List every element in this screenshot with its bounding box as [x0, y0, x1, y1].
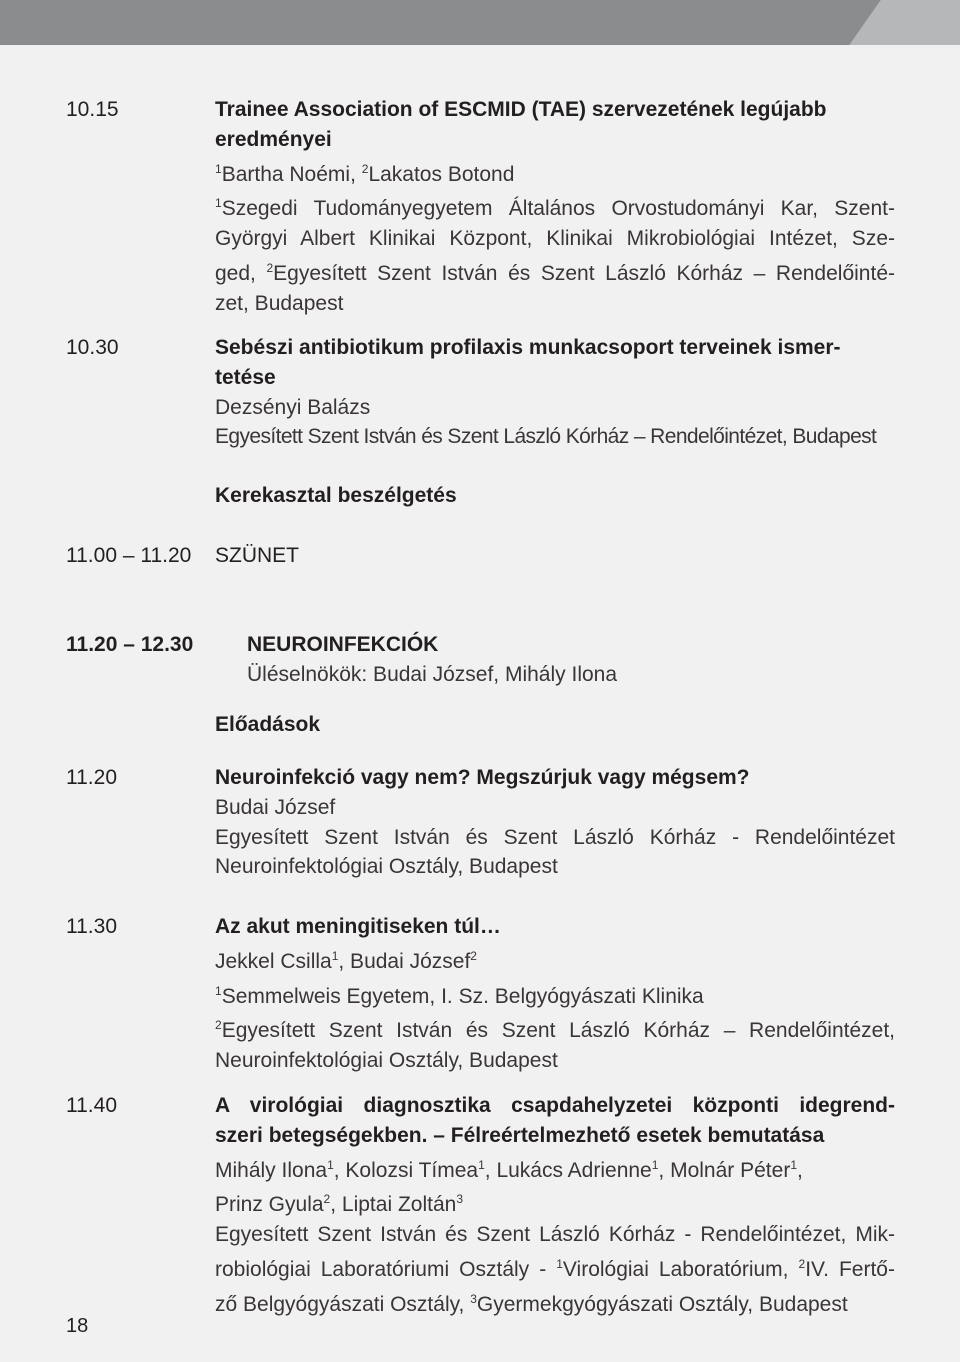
affiliation-text: IV. Fertő- [805, 1257, 895, 1281]
superscript: 2 [266, 260, 274, 275]
time-1140: 11.40 [66, 1094, 117, 1117]
entry-1015 [215, 95, 895, 319]
superscript: 2 [323, 1192, 331, 1207]
superscript: 1 [478, 1157, 485, 1172]
superscript: 1 [790, 1157, 797, 1172]
time-1015: 10.15 [66, 98, 119, 121]
time-1130: 11.30 [66, 915, 117, 938]
session-time: 11.20 – 12.30 [66, 633, 194, 656]
entry-author: Budai József [215, 795, 336, 819]
superscript: 2 [361, 161, 369, 176]
time-1030: 10.30 [66, 336, 119, 359]
break-label: SZÜNET [215, 544, 299, 567]
session-header [247, 630, 897, 690]
affiliation-text: ged, [215, 261, 267, 285]
superscript: 1 [556, 1256, 563, 1271]
top-header-band [0, 0, 960, 45]
entry-1120 [215, 763, 895, 882]
break-time: 11.00 – 11.20 [66, 544, 192, 567]
author-name: Prinz Gyula [215, 1193, 324, 1217]
entry-affiliation: zet, Budapest [215, 291, 344, 315]
entry-affiliation [215, 189, 895, 224]
superscript: 1 [215, 983, 222, 998]
author-name: Jekkel Csilla [215, 949, 332, 973]
roundtable-label: Kerekasztal beszélgetés [215, 484, 457, 507]
author-name: , Kolozsi Tímea [333, 1158, 479, 1182]
superscript: 3 [456, 1192, 463, 1207]
affiliation-text: Semmelweis Egyetem, I. Sz. Belgyógyászati Klinika [221, 984, 704, 1008]
entry-title-cont: szeri betegségekben. – Félreértelmezhető esetek bemutatása [215, 1123, 825, 1147]
entry-affiliation: Egyesített Szent István és Szent László Kórház – Rendelőintézet, Budapest [215, 425, 877, 449]
lectures-label: Előadások [215, 713, 321, 736]
affiliation-text: Szegedi Tudományegyetem Általános Orvostudományi Kar, Szent- [221, 197, 895, 221]
author-name: , Liptai Zoltán [330, 1193, 457, 1217]
entry-1140 [215, 1091, 895, 1320]
entry-authors [215, 1151, 895, 1186]
entry-affiliation [215, 254, 895, 289]
entry-title: A virológiai diagnosztika csapdahelyzetei központi idegrend- [215, 1094, 895, 1117]
entry-title: Trainee Association of ESCMID (TAE) szervezetének legújabb [215, 98, 827, 121]
author-name: , Lukács Adrienne [484, 1158, 652, 1182]
author-name: Mihály Ilona [215, 1158, 328, 1182]
entry-affiliation [215, 1250, 895, 1285]
entry-title: Sebészi antibiotikum profilaxis munkacsoport terveinek ismer- [215, 336, 841, 359]
entry-affiliation: Györgyi Albert Klinikai Központ, Klinikai Mikrobiológiai Intézet, Sze- [215, 227, 895, 251]
superscript: 1 [215, 161, 222, 176]
entry-author: Dezsényi Balázs [215, 395, 371, 419]
header-stripe [845, 0, 960, 45]
entry-authors [215, 155, 895, 190]
superscript: 1 [327, 1157, 334, 1172]
entry-authors [215, 1185, 895, 1220]
page-number: 18 [66, 1315, 89, 1337]
superscript: 2 [470, 948, 477, 963]
entry-title-cont: tetése [215, 365, 276, 389]
author-name: , Budai József [338, 949, 471, 973]
superscript: 1 [651, 1157, 659, 1172]
entry-affiliation [215, 1011, 895, 1046]
entry-authors [215, 942, 895, 977]
entry-title: Neuroinfekció vagy nem? Megszúrjuk vagy mégsem? [215, 766, 750, 789]
entry-1030 [215, 333, 895, 452]
affiliation-text: robiológiai Laboratóriumi Osztály - [215, 1257, 557, 1281]
author-name: Bartha Noémi, [221, 162, 362, 186]
superscript: 2 [215, 1018, 222, 1033]
affiliation-text: Egyesített Szent István és Szent László Kórház – Rendelőinté- [273, 261, 895, 285]
superscript: 1 [215, 196, 222, 211]
author-name: Lakatos Botond [368, 162, 515, 186]
session-title: NEUROINFEKCIÓK [247, 633, 439, 656]
entry-affiliation [215, 977, 895, 1012]
entry-title: Az akut meningitiseken túl… [215, 915, 501, 938]
entry-affiliation: Neuroinfektológiai Osztály, Budapest [215, 855, 558, 879]
superscript: 1 [331, 948, 339, 963]
affiliation-text: Gyermekgyógyászati Osztály, Budapest [476, 1292, 848, 1316]
affiliation-text: Egyesített Szent István és Szent László Kórház – Rendelőintézet, [221, 1019, 895, 1043]
affiliation-text: ző Belgyógyászati Osztály, [215, 1292, 471, 1316]
entry-affiliation: Neuroinfektológiai Osztály, Budapest [215, 1049, 558, 1073]
entry-affiliation [215, 1285, 895, 1320]
author-separator: , [797, 1158, 803, 1182]
entry-affiliation: Egyesített Szent István és Szent László Kórház - Rendelőintézet, Mik- [215, 1223, 895, 1247]
time-1120: 11.20 [66, 766, 117, 789]
entry-1130 [215, 912, 895, 1076]
session-chairs: Üléselnökök: Budai József, Mihály Ilona [247, 662, 618, 686]
author-name: , Molnár Péter [658, 1158, 791, 1182]
affiliation-text: Virológiai Laboratórium, [562, 1257, 799, 1281]
superscript: 2 [798, 1256, 806, 1271]
entry-title-cont: eredményei [215, 127, 332, 151]
superscript: 3 [470, 1291, 477, 1306]
entry-affiliation: Egyesített Szent István és Szent László Kórház - Rendelőintézet [215, 825, 895, 849]
